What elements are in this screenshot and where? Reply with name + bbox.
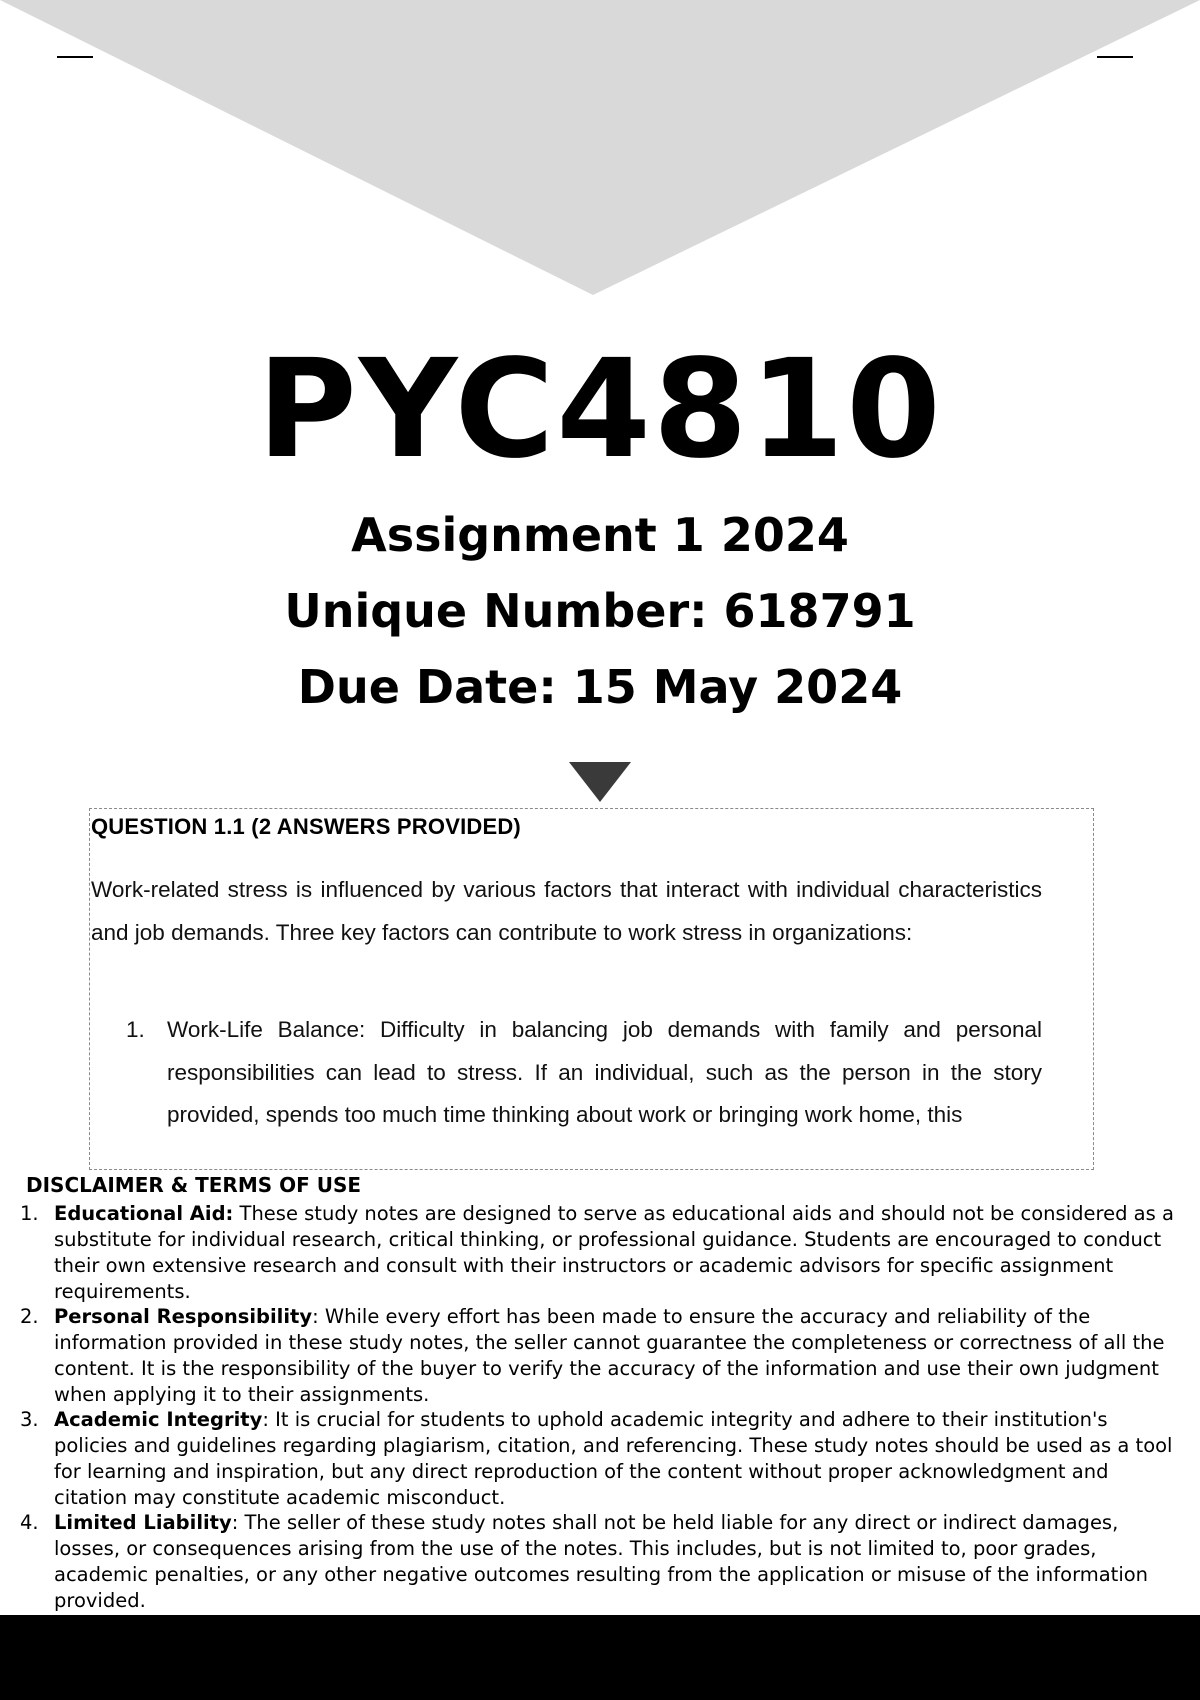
- disclaimer-item-body: : While every effort has been made to ensure the accuracy and reliability of the information provided in these study notes, the seller cannot guarantee the completeness or correctness of all the content. It is the responsibility of the buyer to verify the accuracy of the information and use their own judgment when applying it to their assignments.: [54, 1305, 1165, 1406]
- disclaimer-item-title: Academic Integrity: [54, 1408, 263, 1431]
- disclaimer-item-text: [54, 1510, 1186, 1614]
- disclaimer-item-body: : It is crucial for students to uphold academic integrity and adhere to their institution's policies and guidelines regarding plagiarism, citation, and referencing. These study notes should be used as a tool for learning and inspiration, but any direct reproduction of the content without proper acknowledgment and citation may constitute academic misconduct.: [54, 1408, 1173, 1509]
- disclaimer-item-number: 1.: [20, 1202, 39, 1225]
- course-code-title: PYC4810: [257, 331, 943, 489]
- disclaimer-item-text: [54, 1304, 1186, 1408]
- disclaimer-item-title: Personal Responsibility: [54, 1305, 313, 1328]
- corner-mark-right: [1097, 56, 1133, 58]
- question-list-number: 1.: [126, 1017, 145, 1042]
- disclaimer-item-text: [54, 1201, 1186, 1305]
- disclaimer-heading: DISCLAIMER & TERMS OF USE: [26, 1173, 362, 1197]
- footer-bar: [0, 1615, 1200, 1700]
- disclaimer-item-number: 4.: [20, 1511, 39, 1534]
- disclaimer-item-title: Limited Liability: [54, 1511, 232, 1534]
- question-heading: QUESTION 1.1 (2 ANSWERS PROVIDED): [91, 814, 521, 839]
- assignment-title: Assignment 1 2024: [351, 508, 849, 562]
- due-date: Due Date: 15 May 2024: [297, 660, 903, 714]
- down-arrow-icon: [569, 762, 631, 802]
- question-preview-box: [89, 808, 1094, 1170]
- corner-mark-left: [57, 56, 93, 58]
- question-intro-paragraph: Work-related stress is influenced by various factors that interact with individual characteristics and job demands. Three key factors can contribute to work stress in organizations:: [91, 877, 1042, 945]
- question-list-text: Work-Life Balance: Difficulty in balancing job demands with family and personal responsibilities can lead to stress. If an individual, such as the person in the story provided, spends too much time thinking about work or bringing work home, this: [167, 1017, 1042, 1127]
- disclaimer-item-number: 3.: [20, 1408, 39, 1431]
- disclaimer-item-title: Educational Aid:: [54, 1202, 234, 1225]
- disclaimer-item-text: [54, 1407, 1186, 1511]
- unique-number: Unique Number: 618791: [284, 584, 916, 638]
- disclaimer-item-number: 2.: [20, 1305, 39, 1328]
- disclaimer-item-body: These study notes are designed to serve as educational aids and should not be considered as a substitute for individual research, critical thinking, or professional guidance. Students are encouraged to conduct their own extensive research and consult with their instructors or academic advisors for specific assignment requirements.: [54, 1202, 1174, 1303]
- banner-chevron: [0, 0, 1200, 295]
- top-banner-shape: [0, 0, 1200, 300]
- disclaimer-item-body: : The seller of these study notes shall not be held liable for any direct or indirect damages, losses, or consequences arising from the use of the notes. This includes, but is not limited to, poor grades, academic penalties, or any other negative outcomes resulting from the application or misuse of the information provided.: [54, 1511, 1149, 1612]
